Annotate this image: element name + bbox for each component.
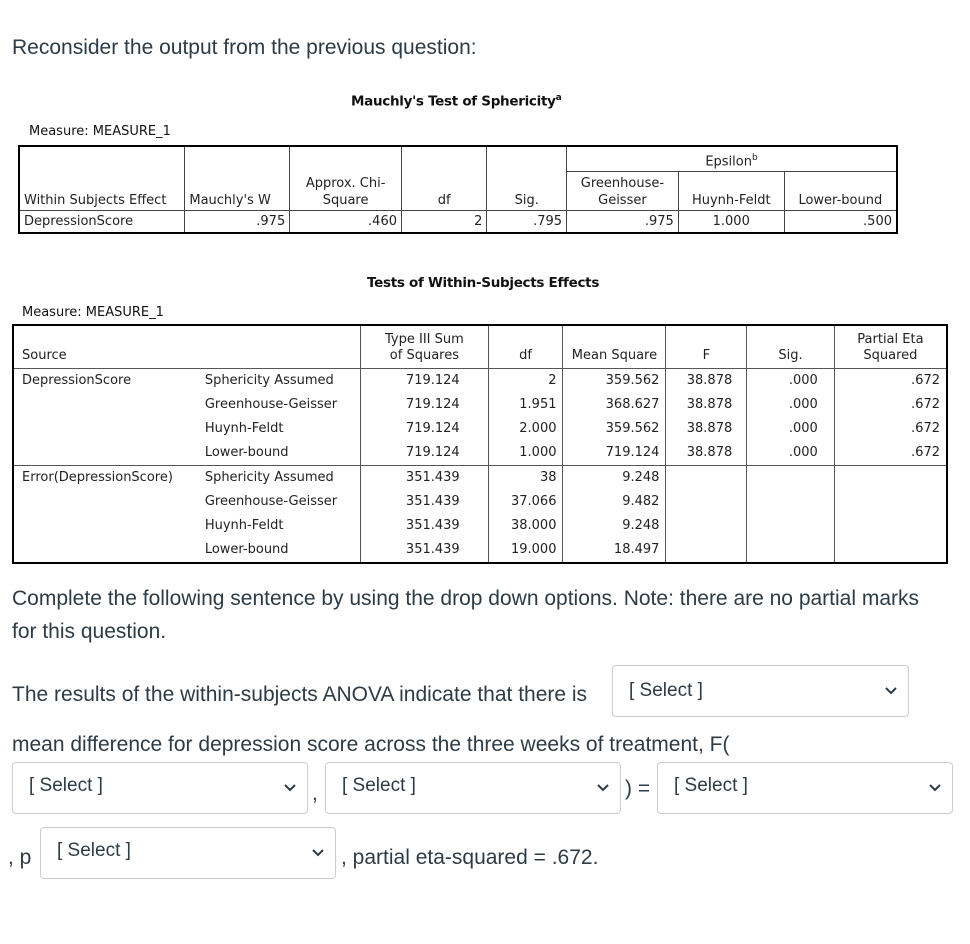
row-sig: .000 bbox=[747, 417, 835, 441]
effects-table bbox=[12, 324, 948, 564]
row-correction: Greenhouse-Geisser bbox=[204, 494, 338, 509]
row-source: Error(DepressionScore) bbox=[13, 466, 195, 491]
mauchly-df: 2 bbox=[402, 211, 487, 234]
effects-h-ms: Mean Square bbox=[563, 325, 666, 369]
row-source: DepressionScore bbox=[22, 373, 132, 388]
row-sig: .000 bbox=[747, 369, 835, 394]
mauchly-data-row bbox=[19, 211, 897, 234]
row-sig: .000 bbox=[747, 441, 835, 466]
f-value-select-label: [ Select ] bbox=[674, 775, 748, 796]
row-eta bbox=[834, 538, 947, 563]
row-sig bbox=[747, 514, 835, 538]
f-value-select[interactable] bbox=[657, 762, 953, 814]
row-source bbox=[13, 490, 195, 514]
mauchly-h-hf: Huynh-Feldt bbox=[678, 172, 784, 211]
row-eta bbox=[834, 490, 947, 514]
mauchly-h-chi bbox=[290, 146, 402, 211]
row-source bbox=[13, 393, 195, 417]
mauchly-sig: .795 bbox=[487, 211, 567, 234]
row-f: 38.878 bbox=[666, 441, 747, 466]
row-df: 1.951 bbox=[488, 393, 563, 417]
row-eta bbox=[834, 466, 947, 491]
sentence-comma: , bbox=[312, 782, 318, 805]
df2-select-label: [ Select ] bbox=[342, 775, 416, 796]
effects-h-f: F bbox=[666, 325, 747, 369]
mauchly-measure: Measure: MEASURE_1 bbox=[29, 124, 171, 139]
effects-h-df: df bbox=[488, 325, 563, 369]
sentence-part-1: The results of the within-subjects ANOVA indicate that there is bbox=[12, 683, 588, 706]
row-ms: 359.562 bbox=[563, 369, 666, 394]
row-ss: 351.439 bbox=[361, 490, 489, 514]
row-f: 38.878 bbox=[666, 417, 747, 441]
df1-select[interactable] bbox=[12, 762, 308, 814]
effects-h-eta-1: Partial Eta bbox=[857, 332, 924, 347]
row-sig: .000 bbox=[747, 393, 835, 417]
effects-h-eta bbox=[834, 325, 947, 369]
mauchly-effect: DepressionScore bbox=[19, 211, 185, 234]
row-sig bbox=[747, 490, 835, 514]
mauchly-h-chi-1: Approx. Chi- bbox=[305, 176, 386, 191]
p-value-select-label: [ Select ] bbox=[57, 840, 131, 861]
row-f bbox=[666, 466, 747, 491]
row-ss: 351.439 bbox=[361, 514, 489, 538]
effects-h-ss bbox=[361, 325, 489, 369]
row-correction: Sphericity Assumed bbox=[204, 373, 334, 388]
row-source bbox=[13, 514, 195, 538]
intro-text: Reconsider the output from the previous question: bbox=[12, 36, 477, 59]
row-correction: Sphericity Assumed bbox=[195, 466, 361, 491]
mauchly-w: .975 bbox=[185, 211, 290, 234]
table-row bbox=[13, 417, 947, 441]
row-df: 38 bbox=[488, 466, 563, 491]
row-df: 19.000 bbox=[488, 538, 563, 563]
existence-select-label: [ Select ] bbox=[629, 680, 703, 701]
row-correction: Huynh-Feldt bbox=[204, 518, 284, 533]
mauchly-gg: .975 bbox=[567, 211, 679, 234]
row-f bbox=[666, 538, 747, 563]
table-row bbox=[13, 490, 947, 514]
row-df: 37.066 bbox=[488, 490, 563, 514]
row-eta bbox=[834, 514, 947, 538]
table-row bbox=[13, 538, 947, 563]
mauchly-h-sig: Sig. bbox=[487, 146, 567, 211]
table-row bbox=[13, 514, 947, 538]
mauchly-h-epsilon-sup: b bbox=[751, 152, 758, 163]
mauchly-title-text: Mauchly's Test of Sphericity bbox=[351, 93, 556, 110]
effects-h-ss-1: Type III Sum bbox=[385, 332, 464, 347]
mauchly-h-chi-2: Square bbox=[322, 193, 369, 208]
row-ms: 9.248 bbox=[563, 466, 666, 491]
mauchly-h-epsilon bbox=[567, 146, 897, 172]
mauchly-table bbox=[18, 145, 898, 234]
row-ss: 719.124 bbox=[361, 393, 489, 417]
df2-select[interactable] bbox=[325, 762, 621, 814]
row-ms: 18.497 bbox=[563, 538, 666, 563]
sentence-p-prefix: , p bbox=[8, 846, 32, 869]
chevron-down-icon bbox=[596, 781, 610, 795]
effects-h-source: Source bbox=[13, 325, 361, 369]
table-row bbox=[13, 369, 947, 394]
existence-select[interactable] bbox=[612, 665, 909, 717]
mauchly-lb: .500 bbox=[784, 211, 897, 234]
mauchly-h-df: df bbox=[402, 146, 487, 211]
row-ms: 359.562 bbox=[563, 417, 666, 441]
instructions-line-2: for this question. bbox=[12, 620, 167, 643]
table-row bbox=[13, 441, 947, 466]
chevron-down-icon bbox=[884, 684, 898, 698]
row-ss: 719.124 bbox=[361, 417, 489, 441]
mauchly-h-effect: Within Subjects Effect bbox=[19, 146, 185, 211]
effects-h-eta-2: Squared bbox=[863, 348, 918, 363]
mauchly-title-sup: a bbox=[555, 93, 562, 103]
row-correction: Huynh-Feldt bbox=[204, 421, 284, 436]
row-ms: 9.482 bbox=[563, 490, 666, 514]
row-df: 38.000 bbox=[488, 514, 563, 538]
row-ms: 719.124 bbox=[563, 441, 666, 466]
effects-measure: Measure: MEASURE_1 bbox=[22, 305, 164, 320]
sentence-part-2: mean difference for depression score across the three weeks of treatment, F( bbox=[12, 733, 730, 756]
row-sig bbox=[747, 466, 835, 491]
chevron-down-icon bbox=[283, 781, 297, 795]
row-f: 38.878 bbox=[666, 393, 747, 417]
sentence-close-eq: ) = bbox=[625, 777, 651, 800]
effects-h-ss-2: of Squares bbox=[389, 348, 459, 363]
table-row bbox=[13, 393, 947, 417]
sentence-end: , partial eta-squared = .672. bbox=[341, 846, 599, 869]
effects-h-sig: Sig. bbox=[747, 325, 835, 369]
p-value-select[interactable] bbox=[40, 827, 336, 879]
row-ms: 9.248 bbox=[563, 514, 666, 538]
mauchly-h-gg-1: Greenhouse- bbox=[580, 176, 665, 191]
mauchly-title bbox=[351, 93, 561, 110]
row-ss: 719.124 bbox=[361, 369, 489, 394]
row-df: 1.000 bbox=[488, 441, 563, 466]
row-source bbox=[13, 441, 195, 466]
effects-title: Tests of Within-Subjects Effects bbox=[367, 275, 600, 291]
row-source bbox=[13, 417, 195, 441]
row-f: 38.878 bbox=[666, 369, 747, 394]
row-sig bbox=[747, 538, 835, 563]
row-ss: 719.124 bbox=[361, 441, 489, 466]
row-ss: 351.439 bbox=[361, 538, 489, 563]
row-f bbox=[666, 490, 747, 514]
mauchly-h-gg bbox=[567, 172, 679, 211]
df1-select-label: [ Select ] bbox=[29, 775, 103, 796]
row-source bbox=[13, 538, 195, 563]
mauchly-hf: 1.000 bbox=[678, 211, 784, 234]
table-row bbox=[13, 466, 947, 491]
mauchly-chi: .460 bbox=[290, 211, 402, 234]
row-f bbox=[666, 514, 747, 538]
chevron-down-icon bbox=[311, 846, 325, 860]
row-df: 2.000 bbox=[488, 417, 563, 441]
chevron-down-icon bbox=[928, 781, 942, 795]
mauchly-h-lb: Lower-bound bbox=[784, 172, 897, 211]
effects-header-row bbox=[13, 325, 947, 369]
mauchly-h-w: Mauchly's W bbox=[185, 146, 290, 211]
mauchly-h-epsilon-text: Epsilon bbox=[705, 154, 752, 169]
mauchly-header-row bbox=[19, 146, 897, 172]
mauchly-h-gg-2: Geisser bbox=[598, 193, 647, 208]
row-ms: 368.627 bbox=[563, 393, 666, 417]
instructions-line-1: Complete the following sentence by using the drop down options. Note: there are no partial marks bbox=[12, 587, 920, 610]
row-correction: Lower-bound bbox=[204, 542, 289, 557]
row-eta: .672 bbox=[834, 369, 947, 394]
row-ss: 351.439 bbox=[361, 466, 489, 491]
row-correction: Greenhouse-Geisser bbox=[204, 397, 338, 412]
row-eta: .672 bbox=[834, 417, 947, 441]
row-eta: .672 bbox=[834, 441, 947, 466]
row-df: 2 bbox=[488, 369, 563, 394]
row-eta: .672 bbox=[834, 393, 947, 417]
row-correction: Lower-bound bbox=[204, 445, 289, 460]
